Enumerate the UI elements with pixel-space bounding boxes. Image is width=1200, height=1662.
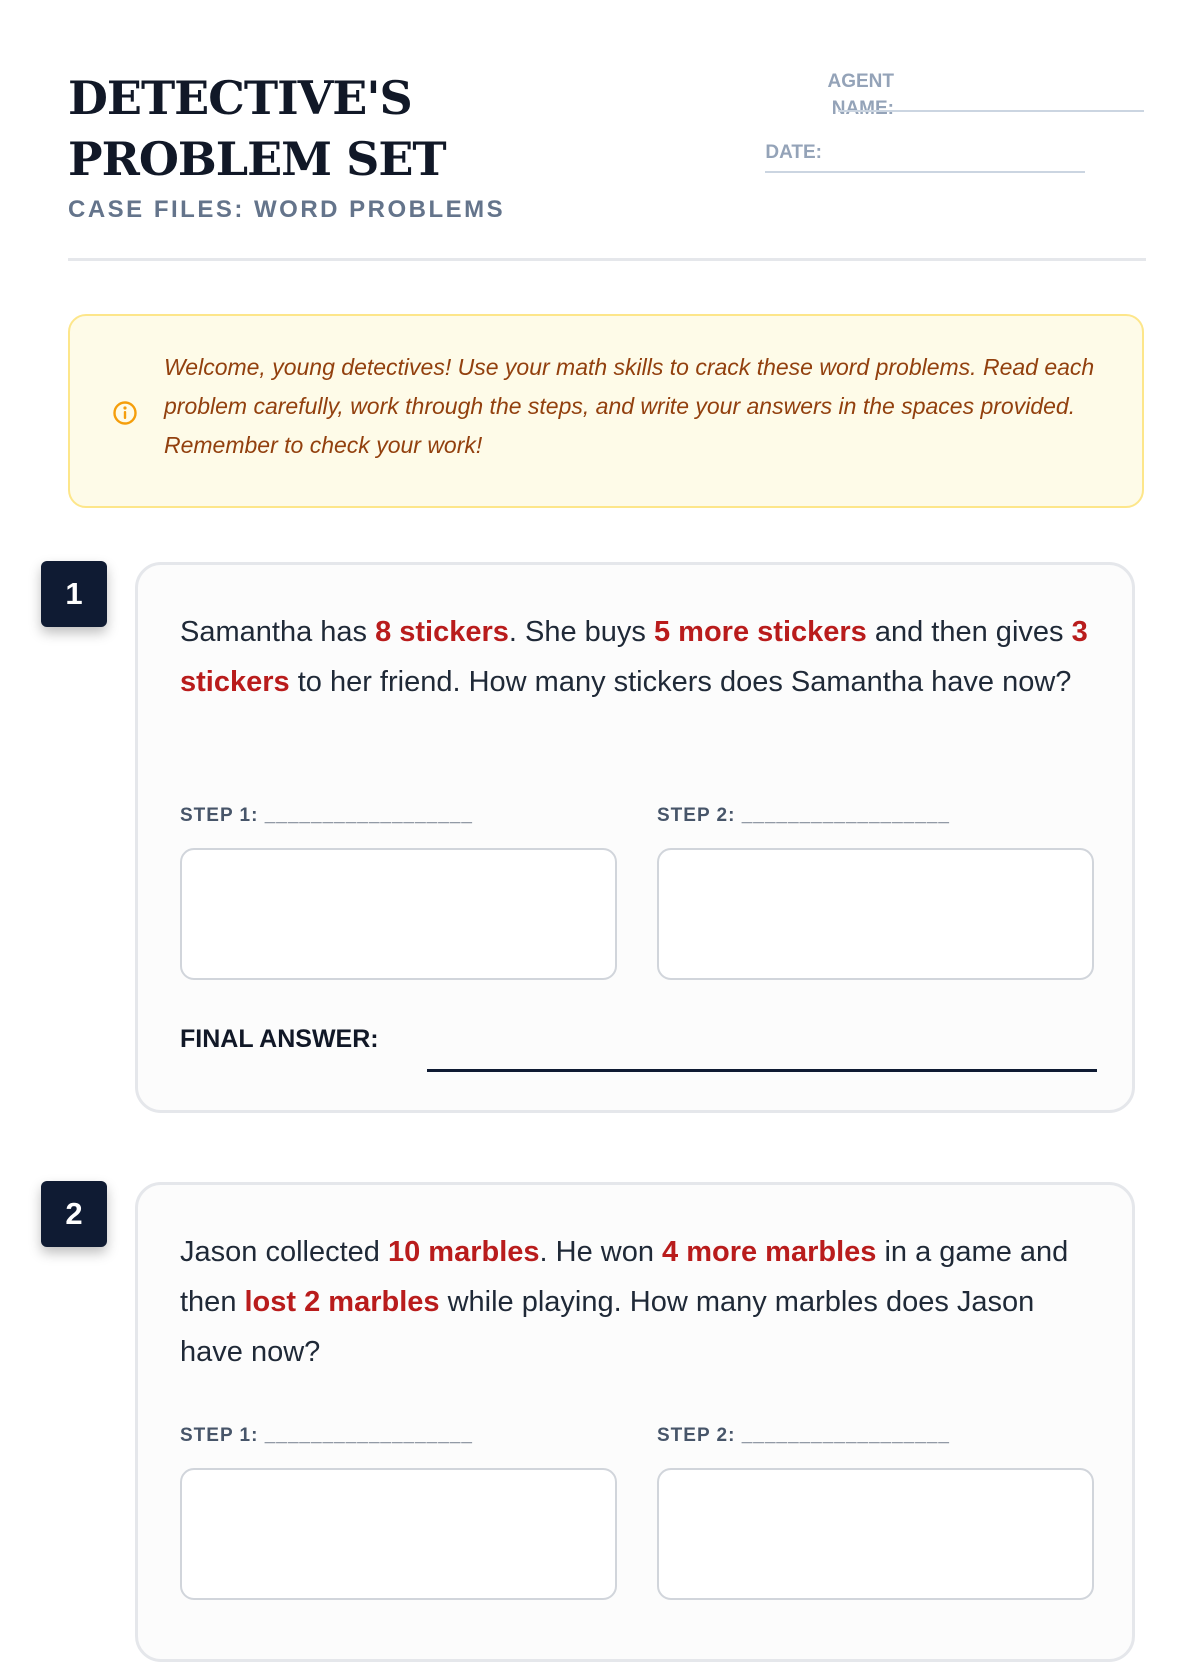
- final-answer-line[interactable]: [427, 1069, 1097, 1072]
- question-text: while playing. How many marbles does Jason have now?: [180, 1286, 1035, 1368]
- problem-card: [135, 1182, 1135, 1662]
- step-2-label: STEP 2: __________________: [657, 805, 950, 826]
- agent-name-field[interactable]: [838, 110, 1144, 112]
- question-text: . He won: [539, 1236, 663, 1268]
- info-icon: [112, 400, 138, 426]
- problem-number-badge: 1: [41, 561, 107, 627]
- question-text: . She buys: [508, 616, 654, 648]
- highlighted-quantity: 3 stickers: [180, 616, 1088, 698]
- question-text: Jason collected: [180, 1236, 388, 1268]
- problem-question: [180, 1227, 1090, 1377]
- step-2-label: STEP 2: __________________: [657, 1425, 950, 1446]
- problem-question: [180, 607, 1090, 707]
- instructions-notice: [68, 314, 1144, 508]
- highlighted-quantity: 5 more stickers: [654, 616, 867, 648]
- instructions-text: Welcome, young detectives! Use your math skills to crack these word problems. Read each problem carefully, work through the steps, and write your answers in the spaces provided. Remember to check your work!: [164, 354, 1095, 458]
- step-1-label: STEP 1: __________________: [180, 805, 473, 826]
- step-2-answer-box[interactable]: [657, 848, 1094, 980]
- problem-number-badge: 2: [41, 1181, 107, 1247]
- page-subtitle: CASE FILES: WORD PROBLEMS: [68, 196, 506, 223]
- question-text: in a game and then: [180, 1236, 1069, 1318]
- highlighted-quantity: 10 marbles: [387, 1236, 540, 1268]
- question-text: to her friend. How many stickers does Samantha have now?: [289, 666, 1072, 698]
- worksheet-header: [68, 68, 1146, 261]
- step-2-answer-box[interactable]: [657, 1468, 1094, 1600]
- highlighted-quantity: lost 2 marbles: [244, 1286, 440, 1318]
- question-text: and then gives: [866, 616, 1072, 648]
- step-1-label: STEP 1: __________________: [180, 1425, 473, 1446]
- date-field[interactable]: [765, 171, 1085, 173]
- step-1-answer-box[interactable]: [180, 1468, 617, 1600]
- highlighted-quantity: 8 stickers: [375, 616, 509, 648]
- agent-label-line1: AGENT: [827, 71, 894, 92]
- agent-name-label: [718, 68, 894, 122]
- date-label: DATE:: [765, 142, 822, 163]
- step-1-answer-box[interactable]: [180, 848, 617, 980]
- page-title: DETECTIVE'S PROBLEM SET: [68, 71, 446, 186]
- question-text: Samantha has: [180, 616, 376, 648]
- final-answer-label: FINAL ANSWER:: [180, 1025, 379, 1053]
- agent-label-line2: NAME:: [831, 98, 894, 119]
- highlighted-quantity: 4 more marbles: [662, 1236, 877, 1268]
- problem-card: [135, 562, 1135, 1113]
